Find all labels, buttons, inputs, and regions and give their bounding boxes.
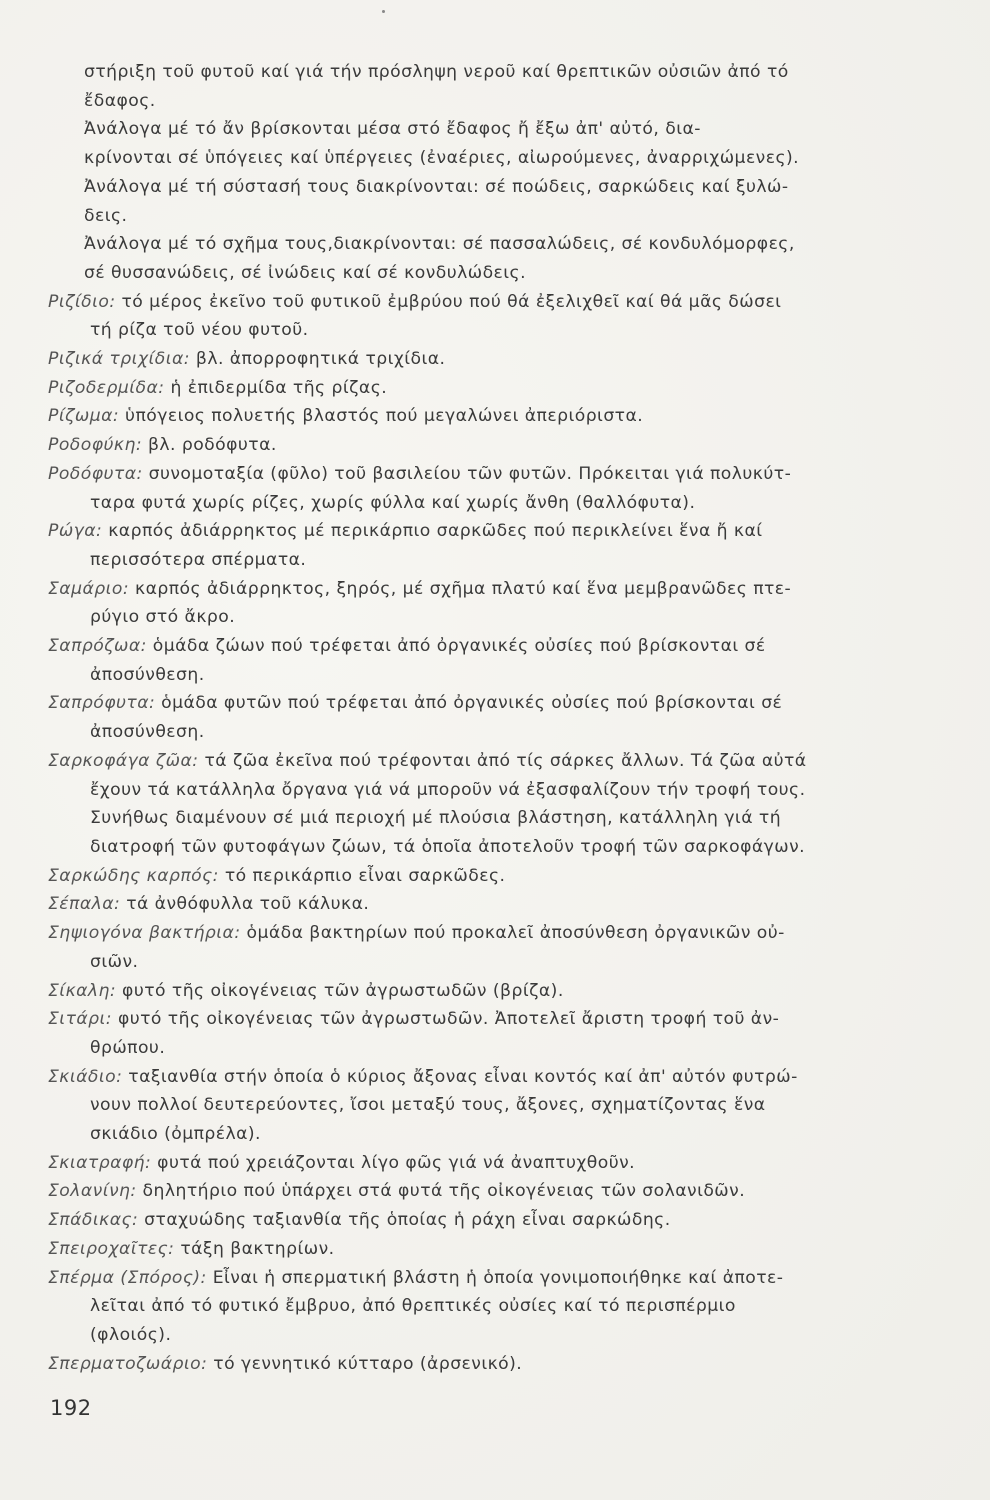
entry-first-line — [48, 575, 918, 604]
entry-first-line — [48, 1264, 918, 1293]
entry-continuation-line: ἔχουν τά κατάλληλα ὄργανα γιά νά μποροῦν νά ἐξασφαλίζουν τήν τροφή τους. — [90, 779, 806, 800]
entry-definition: καρπός ἀδιάρρηκτος μέ περικάρπιο σαρκῶδες πού περικλείνει ἕνα ἤ καί — [102, 521, 763, 542]
entry-first-line — [48, 374, 918, 403]
glossary-entry — [48, 1235, 918, 1264]
entry-first-line — [48, 1206, 918, 1235]
entry-definition: Εἶναι ἡ σπερματική βλάστη ἡ ὁποία γονιμοποιήθηκε καί ἀποτε- — [206, 1267, 784, 1288]
intro-line: Ἀνάλογα μέ τό ἄν βρίσκονται μέσα στό ἔδαφος ἤ ἔξω ἀπ' αὐτό, δια- — [84, 119, 701, 140]
entry-term: Σαπρόζωα: — [48, 636, 147, 657]
entry-term: Ροδόφυτα: — [48, 463, 143, 484]
entry-term: Σπέρμα (Σπόρος): — [48, 1267, 207, 1288]
entry-definition: ἡ ἐπιδερμίδα τῆς ρίζας. — [164, 377, 388, 398]
entry-continuation-line: θρώπου. — [90, 1037, 166, 1058]
entry-continuation-line: διατροφή τῶν φυτοφάγων ζώων, τά ὁποῖα ἀποτελοῦν τροφή τῶν σαρκοφάγων. — [90, 836, 806, 857]
intro-line: σέ θυσσανώδεις, σέ ἰνώδεις καί σέ κονδυλώδεις. — [84, 262, 527, 283]
entry-definition: τό περικάρπιο εἶναι σαρκῶδες. — [218, 865, 506, 886]
entry-definition: φυτό τῆς οἰκογένειας τῶν ἀγρωστωδῶν. Ἀποτελεῖ ἄριστη τροφή τοῦ ἀν- — [112, 1009, 780, 1030]
entry-first-line — [48, 1005, 918, 1034]
entry-term: Σίκαλη: — [48, 980, 117, 1001]
entry-definition: ὁμάδα φυτῶν πού τρέφεται ἀπό ὀργανικές οὐσίες πού βρίσκονται σέ — [155, 693, 783, 714]
intro-line: Ἀνάλογα μέ τή σύστασή τους διακρίνονται: σέ ποώδεις, σαρκώδεις καί ξυλώ- — [84, 176, 789, 197]
entry-definition: ὁμάδα βακτηρίων πού προκαλεῖ ἀποσύνθεση ὀργανικῶν οὐ- — [240, 923, 785, 944]
entry-definition: δηλητήριο πού ὑπάρχει στά φυτά τῆς οἰκογένειας τῶν σολανιδῶν. — [136, 1181, 746, 1202]
entry-definition: ὑπόγειος πολυετής βλαστός πού μεγαλώνει ἀπεριόριστα. — [119, 406, 644, 427]
entry-first-line — [48, 689, 918, 718]
entry-term: Ριζίδιο: — [48, 291, 116, 312]
intro-line: στήριξη τοῦ φυτοῦ καί γιά τήν πρόσληψη νεροῦ καί θρεπτικῶν οὐσιῶν ἀπό τό — [84, 62, 789, 82]
entry-continuation-line: νουν πολλοί δευτερεύοντες, ἴσοι μεταξύ τους, ἄξονες, σχηματίζοντας ἕνα — [90, 1095, 766, 1116]
glossary-entry — [48, 288, 918, 345]
glossary-entry — [48, 1177, 918, 1206]
entry-definition: βλ. ἀπορροφητικά τριχίδια. — [189, 349, 446, 370]
scan-speck — [382, 10, 385, 13]
entry-definition: τάξη βακτηρίων. — [174, 1238, 335, 1259]
glossary-entry — [48, 517, 918, 574]
entry-first-line — [48, 632, 918, 661]
entry-definition: συνομοταξία (φῦλο) τοῦ βασιλείου τῶν φυτῶν. Πρόκειται γιά πολυκύτ- — [142, 463, 792, 484]
entry-term: Σολανίνη: — [48, 1181, 137, 1202]
glossary-entry — [48, 862, 918, 891]
entry-term: Σαπρόφυτα: — [48, 693, 156, 714]
entry-first-line — [48, 919, 918, 948]
entry-first-line — [48, 747, 918, 776]
entry-continuation-line: τή ρίζα τοῦ νέου φυτοῦ. — [90, 320, 309, 341]
entry-first-line — [48, 1063, 918, 1092]
entry-definition: τά ζῶα ἐκεῖνα πού τρέφονται ἀπό τίς σάρκες ἄλλων. Τά ζῶα αὐτά — [198, 750, 807, 771]
intro-line: κρίνονται σέ ὑπόγειες καί ὑπέργειες (ἐναέριες, αἰωρούμενες, ἀναρριχώμενες). — [84, 148, 800, 169]
entry-term: Σκιάδιο: — [48, 1066, 123, 1087]
entry-term: Σαρκώδης καρπός: — [48, 865, 219, 886]
entry-continuation-line: σκιάδιο (ὀμπρέλα). — [90, 1124, 261, 1145]
entry-term: Ρώγα: — [48, 521, 103, 542]
glossary-entry — [48, 1264, 918, 1350]
entry-continuation-line: ἀποσύνθεση. — [90, 664, 205, 685]
entry-term: Σέπαλα: — [48, 894, 121, 915]
entry-definition: φυτά πού χρειάζονται λίγο φῶς γιά νά ἀναπτυχθοῦν. — [151, 1152, 636, 1173]
entry-continuation-line: ἀποσύνθεση. — [90, 722, 205, 743]
glossary-entry — [48, 460, 918, 517]
entry-continuation-line: (φλοιός). — [90, 1324, 172, 1345]
entry-term: Ρίζωμα: — [48, 406, 120, 427]
entry-continuation-line: σιῶν. — [90, 951, 139, 972]
entry-definition: ὁμάδα ζώων πού τρέφεται ἀπό ὀργανικές οὐσίες πού βρίσκονται σέ — [146, 636, 766, 657]
page-number: 192 — [50, 1396, 92, 1420]
glossary-entry — [48, 1005, 918, 1062]
entry-definition: τό μέρος ἐκεῖνο τοῦ φυτικοῦ ἐμβρύου πού θά ἐξελιχθεῖ καί θά μᾶς δώσει — [115, 291, 782, 312]
glossary-entry — [48, 1149, 918, 1178]
entry-first-line — [48, 460, 918, 489]
entry-term: Σκιατραφή: — [48, 1152, 152, 1173]
entry-first-line — [48, 402, 918, 431]
entry-continuation-line: ταρα φυτά χωρίς ρίζες, χωρίς φύλλα καί χωρίς ἄνθη (θαλλόφυτα). — [90, 492, 696, 513]
glossary-entries — [48, 288, 918, 1379]
glossary-entry — [48, 689, 918, 746]
intro-line: δεις. — [84, 205, 128, 226]
glossary-entry — [48, 977, 918, 1006]
glossary-entry — [48, 1350, 918, 1379]
entry-first-line — [48, 977, 918, 1006]
entry-continuation-line: περισσότερα σπέρματα. — [90, 549, 307, 570]
entry-term: Σπερματοζωάριο: — [48, 1353, 208, 1374]
glossary-entry — [48, 1063, 918, 1149]
entry-term: Σπειροχαῖτες: — [48, 1238, 175, 1259]
glossary-entry — [48, 575, 918, 632]
entry-definition: φυτό τῆς οἰκογένειας τῶν ἀγρωστωδῶν (βρίζα). — [116, 980, 564, 1001]
entry-first-line — [48, 1149, 918, 1178]
entry-first-line — [48, 1235, 918, 1264]
glossary-entry — [48, 402, 918, 431]
entry-first-line — [48, 431, 918, 460]
glossary-entry — [48, 374, 918, 403]
entry-continuation-line: λεῖται ἀπό τό φυτικό ἔμβρυο, ἀπό θρεπτικές οὐσίες καί τό περισπέρμιο — [90, 1296, 736, 1317]
entry-term: Σαμάριο: — [48, 578, 130, 599]
glossary-entry — [48, 890, 918, 919]
entry-first-line — [48, 862, 918, 891]
glossary-entry — [48, 747, 918, 862]
entry-term: Σιτάρι: — [48, 1009, 113, 1030]
entry-definition: ταξιανθία στήν ὁποία ὁ κύριος ἄξονας εἶναι κοντός καί ἀπ' αὐτόν φυτρώ- — [122, 1066, 798, 1087]
entry-term: Ριζοδερμίδα: — [48, 377, 165, 398]
entry-definition: τά ἀνθόφυλλα τοῦ κάλυκα. — [120, 894, 370, 915]
entry-continuation-line: ρύγιο στό ἄκρο. — [90, 607, 236, 628]
entry-first-line — [48, 1177, 918, 1206]
entry-term: Σπάδικας: — [48, 1210, 139, 1231]
entry-definition: σταχυώδης ταξιανθία τῆς ὁποίας ἡ ράχη εἶναι σαρκώδης. — [138, 1210, 671, 1231]
intro-line: ἔδαφος. — [84, 90, 156, 111]
entry-term: Σηψιογόνα βακτήρια: — [48, 923, 241, 944]
entry-continuation-line: Συνήθως διαμένουν σέ μιά περιοχή μέ πλούσια βλάστηση, κατάλληλη γιά τή — [90, 808, 782, 829]
entry-first-line — [48, 288, 918, 317]
glossary-entry — [48, 919, 918, 976]
entry-term: Ριζικά τριχίδια: — [48, 349, 190, 370]
entry-first-line — [48, 345, 918, 374]
entry-term: Ροδοφύκη: — [48, 435, 143, 456]
entry-definition: τό γεννητικό κύτταρο (ἀρσενικό). — [207, 1353, 523, 1374]
glossary-entry — [48, 1206, 918, 1235]
entry-definition: καρπός ἀδιάρρηκτος, ξηρός, μέ σχῆμα πλατύ καί ἕνα μεμβρανῶδες πτε- — [129, 578, 792, 599]
glossary-entry — [48, 632, 918, 689]
entry-first-line — [48, 1350, 918, 1379]
entry-first-line — [48, 517, 918, 546]
glossary-entry — [48, 345, 918, 374]
entry-term: Σαρκοφάγα ζῶα: — [48, 750, 199, 771]
glossary-text — [48, 58, 918, 1378]
entry-definition: βλ. ροδόφυτα. — [142, 435, 277, 456]
glossary-entry — [48, 431, 918, 460]
intro-line: Ἀνάλογα μέ τό σχῆμα τους,διακρίνονται: σέ πασσαλώδεις, σέ κονδυλόμορφες, — [84, 234, 795, 255]
entry-first-line — [48, 890, 918, 919]
